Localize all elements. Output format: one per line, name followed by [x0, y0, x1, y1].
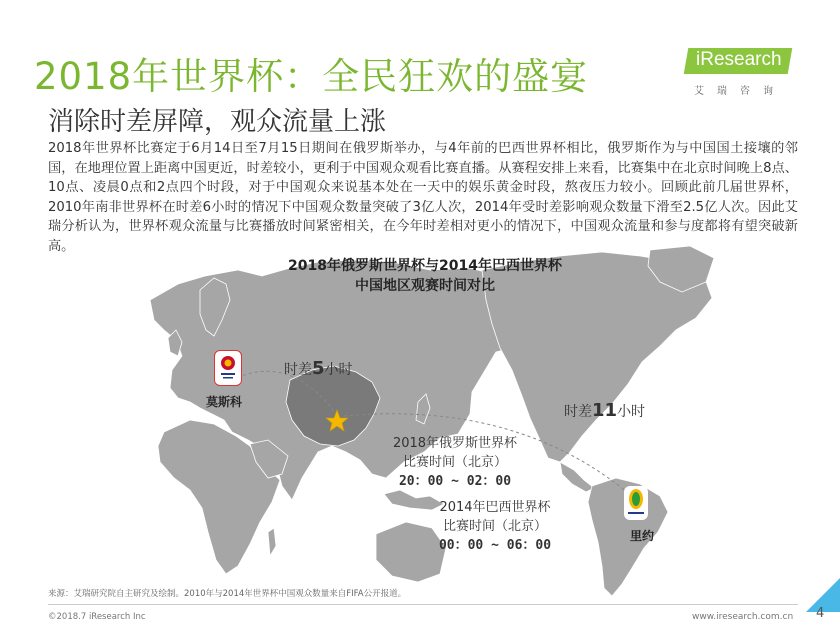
brazil-cup-times	[420, 498, 570, 555]
moscow-time-diff	[284, 358, 353, 379]
rio-time-diff	[564, 400, 645, 421]
footer-url[interactable]: www.iresearch.com.cn	[692, 612, 794, 622]
brazil-time-label: 比赛时间（北京）	[442, 519, 547, 534]
page-subtitle: 消除时差屏障，观众流量上涨	[48, 107, 387, 137]
brazil-time: 00：00 ~ 06：00	[438, 538, 552, 553]
rio-label: 里约	[630, 529, 655, 543]
logo-tagline: 艾瑞咨询	[694, 86, 786, 97]
rio-diff-prefix: 时差	[564, 404, 592, 420]
page-title: 2018年世界杯：全民狂欢的盛宴	[34, 55, 589, 98]
moscow-diff-prefix: 时差	[284, 362, 312, 378]
map-title-line2: 中国地区观赛时间对比	[355, 278, 495, 294]
iresearch-logo	[686, 44, 806, 100]
map-title	[260, 256, 590, 296]
footer-divider	[48, 604, 798, 605]
intro-paragraph: 2018年世界杯比赛定于6月14日至7月15日期间在俄罗斯举办，与4年前的巴西世界杯相比，俄罗斯作为与中国国土接壤的邻国，在地理位置上距离中国更近，时差较小，更利于中国观众观看比赛直播。从赛程安排上来看，比赛集中在北京时间晚上8点、10点、凌晨0点和2点四个时段，对于中国观众来说基本处在一天中的娱乐黄金时段，熬夜压力较小。回顾此前几届世界杯，2010年南非世界杯在时差6小时的情况下中国观众数量突破了3亿人次，2014年受时差影响观众数量下滑至2.5亿人次。因此艾瑞分析认为，世界杯观众流量与比赛播放时间紧密相关，在今年时差相对更小的情况下，中国观众流量和参与度都将有望突破新高。	[48, 141, 798, 254]
moscow-label: 莫斯科	[206, 395, 243, 409]
russia-event: 2018年俄罗斯世界杯	[392, 436, 518, 451]
page-number: 4	[816, 606, 825, 621]
map-title-line1: 2018年俄罗斯世界杯与2014年巴西世界杯	[288, 258, 562, 274]
russia-2018-emblem-icon	[214, 350, 242, 386]
russia-time: 20：00 ~ 02：00	[398, 474, 512, 489]
logo-name: iResearch	[696, 49, 782, 70]
brazil-event: 2014年巴西世界杯	[439, 500, 551, 515]
source-note: 来源：艾瑞研究院自主研究及绘制。2010年与2014年世界杯中国观众数量来自FIFA公开报道。	[48, 589, 407, 599]
madagascar	[268, 528, 276, 556]
copyright: ©2018.7 iResearch Inc	[48, 612, 146, 622]
rio-diff-suffix: 小时	[617, 404, 646, 420]
central-america	[560, 462, 594, 492]
russia-time-label: 比赛时间（北京）	[402, 455, 507, 470]
russia-cup-times	[380, 434, 530, 491]
moscow-diff-suffix: 小时	[324, 362, 353, 378]
brazil-2014-emblem-icon	[624, 486, 648, 520]
rio-diff-value: 11	[592, 400, 618, 421]
moscow-diff-value: 5	[312, 358, 325, 379]
